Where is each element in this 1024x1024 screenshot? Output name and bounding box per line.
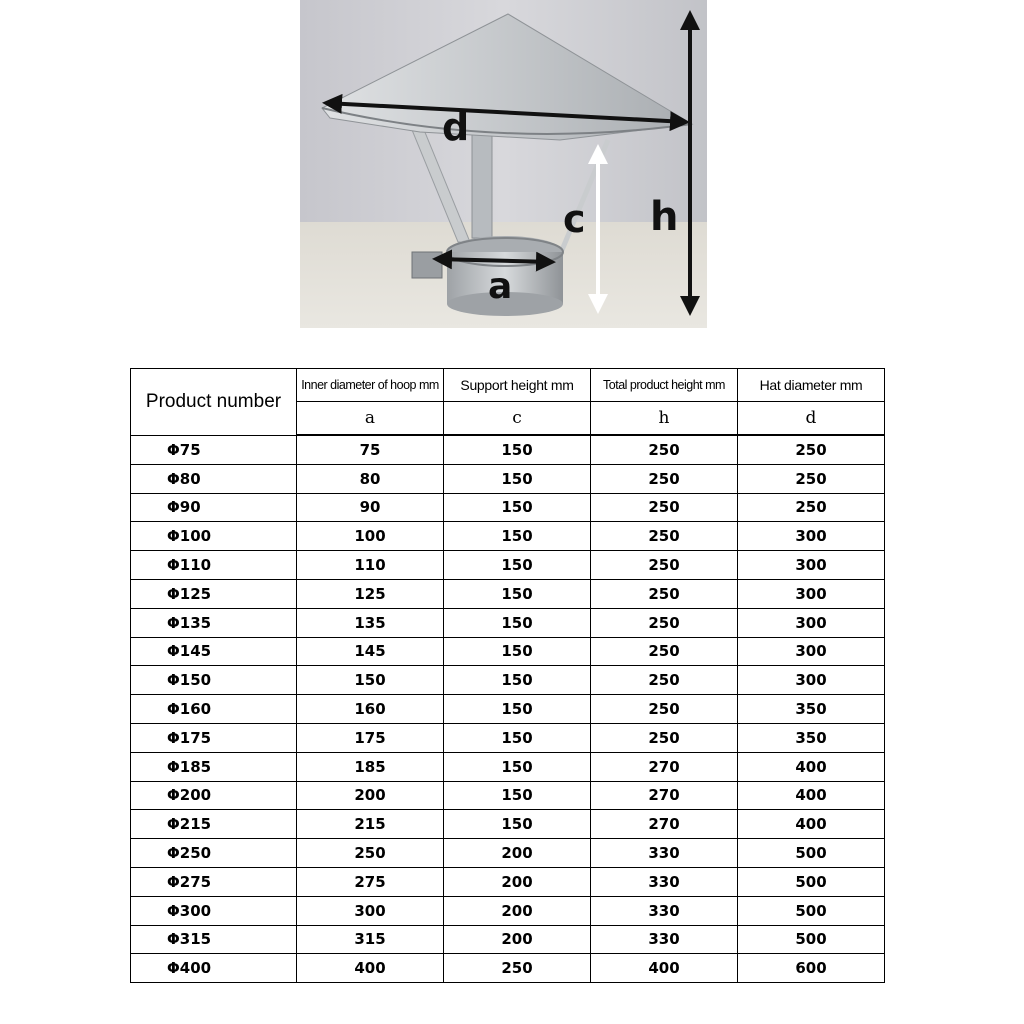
cell-c: 250 <box>444 954 591 983</box>
table-row <box>131 464 885 493</box>
cell-pn: Φ200 <box>131 781 297 810</box>
cell-a: 185 <box>297 752 444 781</box>
table-row <box>131 695 885 724</box>
table-row <box>131 896 885 925</box>
cell-d: 300 <box>738 551 885 580</box>
header-hat-diameter: Hat diameter mm <box>738 369 885 402</box>
cell-c: 150 <box>444 493 591 522</box>
cell-h: 250 <box>591 579 738 608</box>
cell-pn: Φ275 <box>131 867 297 896</box>
cell-pn: Φ185 <box>131 752 297 781</box>
cell-c: 150 <box>444 551 591 580</box>
cell-d: 250 <box>738 435 885 464</box>
table-row <box>131 839 885 868</box>
cell-pn: Φ150 <box>131 666 297 695</box>
cell-c: 150 <box>444 781 591 810</box>
cell-pn: Φ75 <box>131 435 297 464</box>
cell-c: 200 <box>444 896 591 925</box>
cell-a: 135 <box>297 608 444 637</box>
cell-a: 275 <box>297 867 444 896</box>
cell-d: 500 <box>738 896 885 925</box>
cell-d: 250 <box>738 493 885 522</box>
cell-a: 150 <box>297 666 444 695</box>
cell-a: 125 <box>297 579 444 608</box>
cell-a: 90 <box>297 493 444 522</box>
cell-c: 150 <box>444 435 591 464</box>
cell-a: 80 <box>297 464 444 493</box>
cell-h: 250 <box>591 493 738 522</box>
cell-a: 300 <box>297 896 444 925</box>
cell-h: 250 <box>591 695 738 724</box>
cell-d: 400 <box>738 752 885 781</box>
label-h: h <box>650 194 679 240</box>
cell-pn: Φ400 <box>131 954 297 983</box>
cell-h: 330 <box>591 896 738 925</box>
cell-d: 350 <box>738 695 885 724</box>
cell-h: 250 <box>591 435 738 464</box>
cell-a: 145 <box>297 637 444 666</box>
cell-h: 270 <box>591 752 738 781</box>
table-row <box>131 925 885 954</box>
table-row <box>131 723 885 752</box>
table-row <box>131 752 885 781</box>
header-total-height: Total product height mm <box>591 369 738 402</box>
cell-d: 600 <box>738 954 885 983</box>
cell-a: 200 <box>297 781 444 810</box>
cell-c: 150 <box>444 723 591 752</box>
table-row <box>131 435 885 464</box>
table-row <box>131 954 885 983</box>
table-row <box>131 551 885 580</box>
table-row <box>131 579 885 608</box>
table-row <box>131 810 885 839</box>
cell-d: 300 <box>738 608 885 637</box>
cell-c: 150 <box>444 579 591 608</box>
rain-cap-diagram <box>300 0 707 328</box>
cell-pn: Φ145 <box>131 637 297 666</box>
cell-a: 110 <box>297 551 444 580</box>
cell-pn: Φ80 <box>131 464 297 493</box>
cell-c: 150 <box>444 666 591 695</box>
cell-pn: Φ90 <box>131 493 297 522</box>
cell-d: 300 <box>738 637 885 666</box>
label-a: a <box>488 266 513 307</box>
cell-d: 300 <box>738 666 885 695</box>
header-letter-d: d <box>738 402 885 436</box>
cell-pn: Φ215 <box>131 810 297 839</box>
table-row <box>131 637 885 666</box>
spec-table <box>130 368 885 983</box>
cell-d: 250 <box>738 464 885 493</box>
cell-c: 200 <box>444 925 591 954</box>
cell-pn: Φ125 <box>131 579 297 608</box>
cell-h: 250 <box>591 666 738 695</box>
cell-d: 400 <box>738 781 885 810</box>
cell-d: 400 <box>738 810 885 839</box>
cell-h: 250 <box>591 723 738 752</box>
cell-c: 150 <box>444 810 591 839</box>
header-support-height: Support height mm <box>444 369 591 402</box>
cell-d: 500 <box>738 839 885 868</box>
table-row <box>131 493 885 522</box>
cell-d: 350 <box>738 723 885 752</box>
cell-d: 300 <box>738 522 885 551</box>
cell-h: 330 <box>591 925 738 954</box>
cell-c: 150 <box>444 637 591 666</box>
cell-a: 250 <box>297 839 444 868</box>
cell-pn: Φ175 <box>131 723 297 752</box>
cell-pn: Φ110 <box>131 551 297 580</box>
cell-pn: Φ300 <box>131 896 297 925</box>
hoop-clamp <box>412 252 442 278</box>
cell-h: 330 <box>591 839 738 868</box>
header-inner-diameter: Inner diameter of hoop mm <box>297 369 444 402</box>
header-letter-c: c <box>444 402 591 436</box>
cell-h: 400 <box>591 954 738 983</box>
cell-c: 150 <box>444 464 591 493</box>
cell-d: 300 <box>738 579 885 608</box>
table-row <box>131 522 885 551</box>
cell-h: 270 <box>591 810 738 839</box>
cell-a: 315 <box>297 925 444 954</box>
header-letter-a: a <box>297 402 444 436</box>
label-d: d <box>442 105 470 149</box>
cell-h: 250 <box>591 522 738 551</box>
support-center-post <box>472 130 492 238</box>
cell-a: 100 <box>297 522 444 551</box>
cell-c: 150 <box>444 608 591 637</box>
table-row <box>131 781 885 810</box>
cell-a: 160 <box>297 695 444 724</box>
cell-c: 150 <box>444 695 591 724</box>
cell-pn: Φ135 <box>131 608 297 637</box>
header-letter-h: h <box>591 402 738 436</box>
label-c: c <box>563 197 586 241</box>
cell-d: 500 <box>738 867 885 896</box>
cell-a: 215 <box>297 810 444 839</box>
cell-c: 200 <box>444 867 591 896</box>
table-row <box>131 867 885 896</box>
table-row <box>131 608 885 637</box>
cell-a: 75 <box>297 435 444 464</box>
cell-h: 250 <box>591 608 738 637</box>
cell-pn: Φ315 <box>131 925 297 954</box>
table-row <box>131 666 885 695</box>
header-product-number: Product number <box>131 369 297 436</box>
spec-table-body <box>131 435 885 983</box>
cell-h: 250 <box>591 637 738 666</box>
cell-a: 400 <box>297 954 444 983</box>
cell-pn: Φ160 <box>131 695 297 724</box>
cell-h: 250 <box>591 464 738 493</box>
cell-h: 250 <box>591 551 738 580</box>
cell-c: 150 <box>444 752 591 781</box>
cell-a: 175 <box>297 723 444 752</box>
cell-h: 330 <box>591 867 738 896</box>
cell-pn: Φ100 <box>131 522 297 551</box>
product-photo <box>300 0 707 328</box>
cell-c: 150 <box>444 522 591 551</box>
cell-pn: Φ250 <box>131 839 297 868</box>
cell-c: 200 <box>444 839 591 868</box>
cell-d: 500 <box>738 925 885 954</box>
cell-h: 270 <box>591 781 738 810</box>
